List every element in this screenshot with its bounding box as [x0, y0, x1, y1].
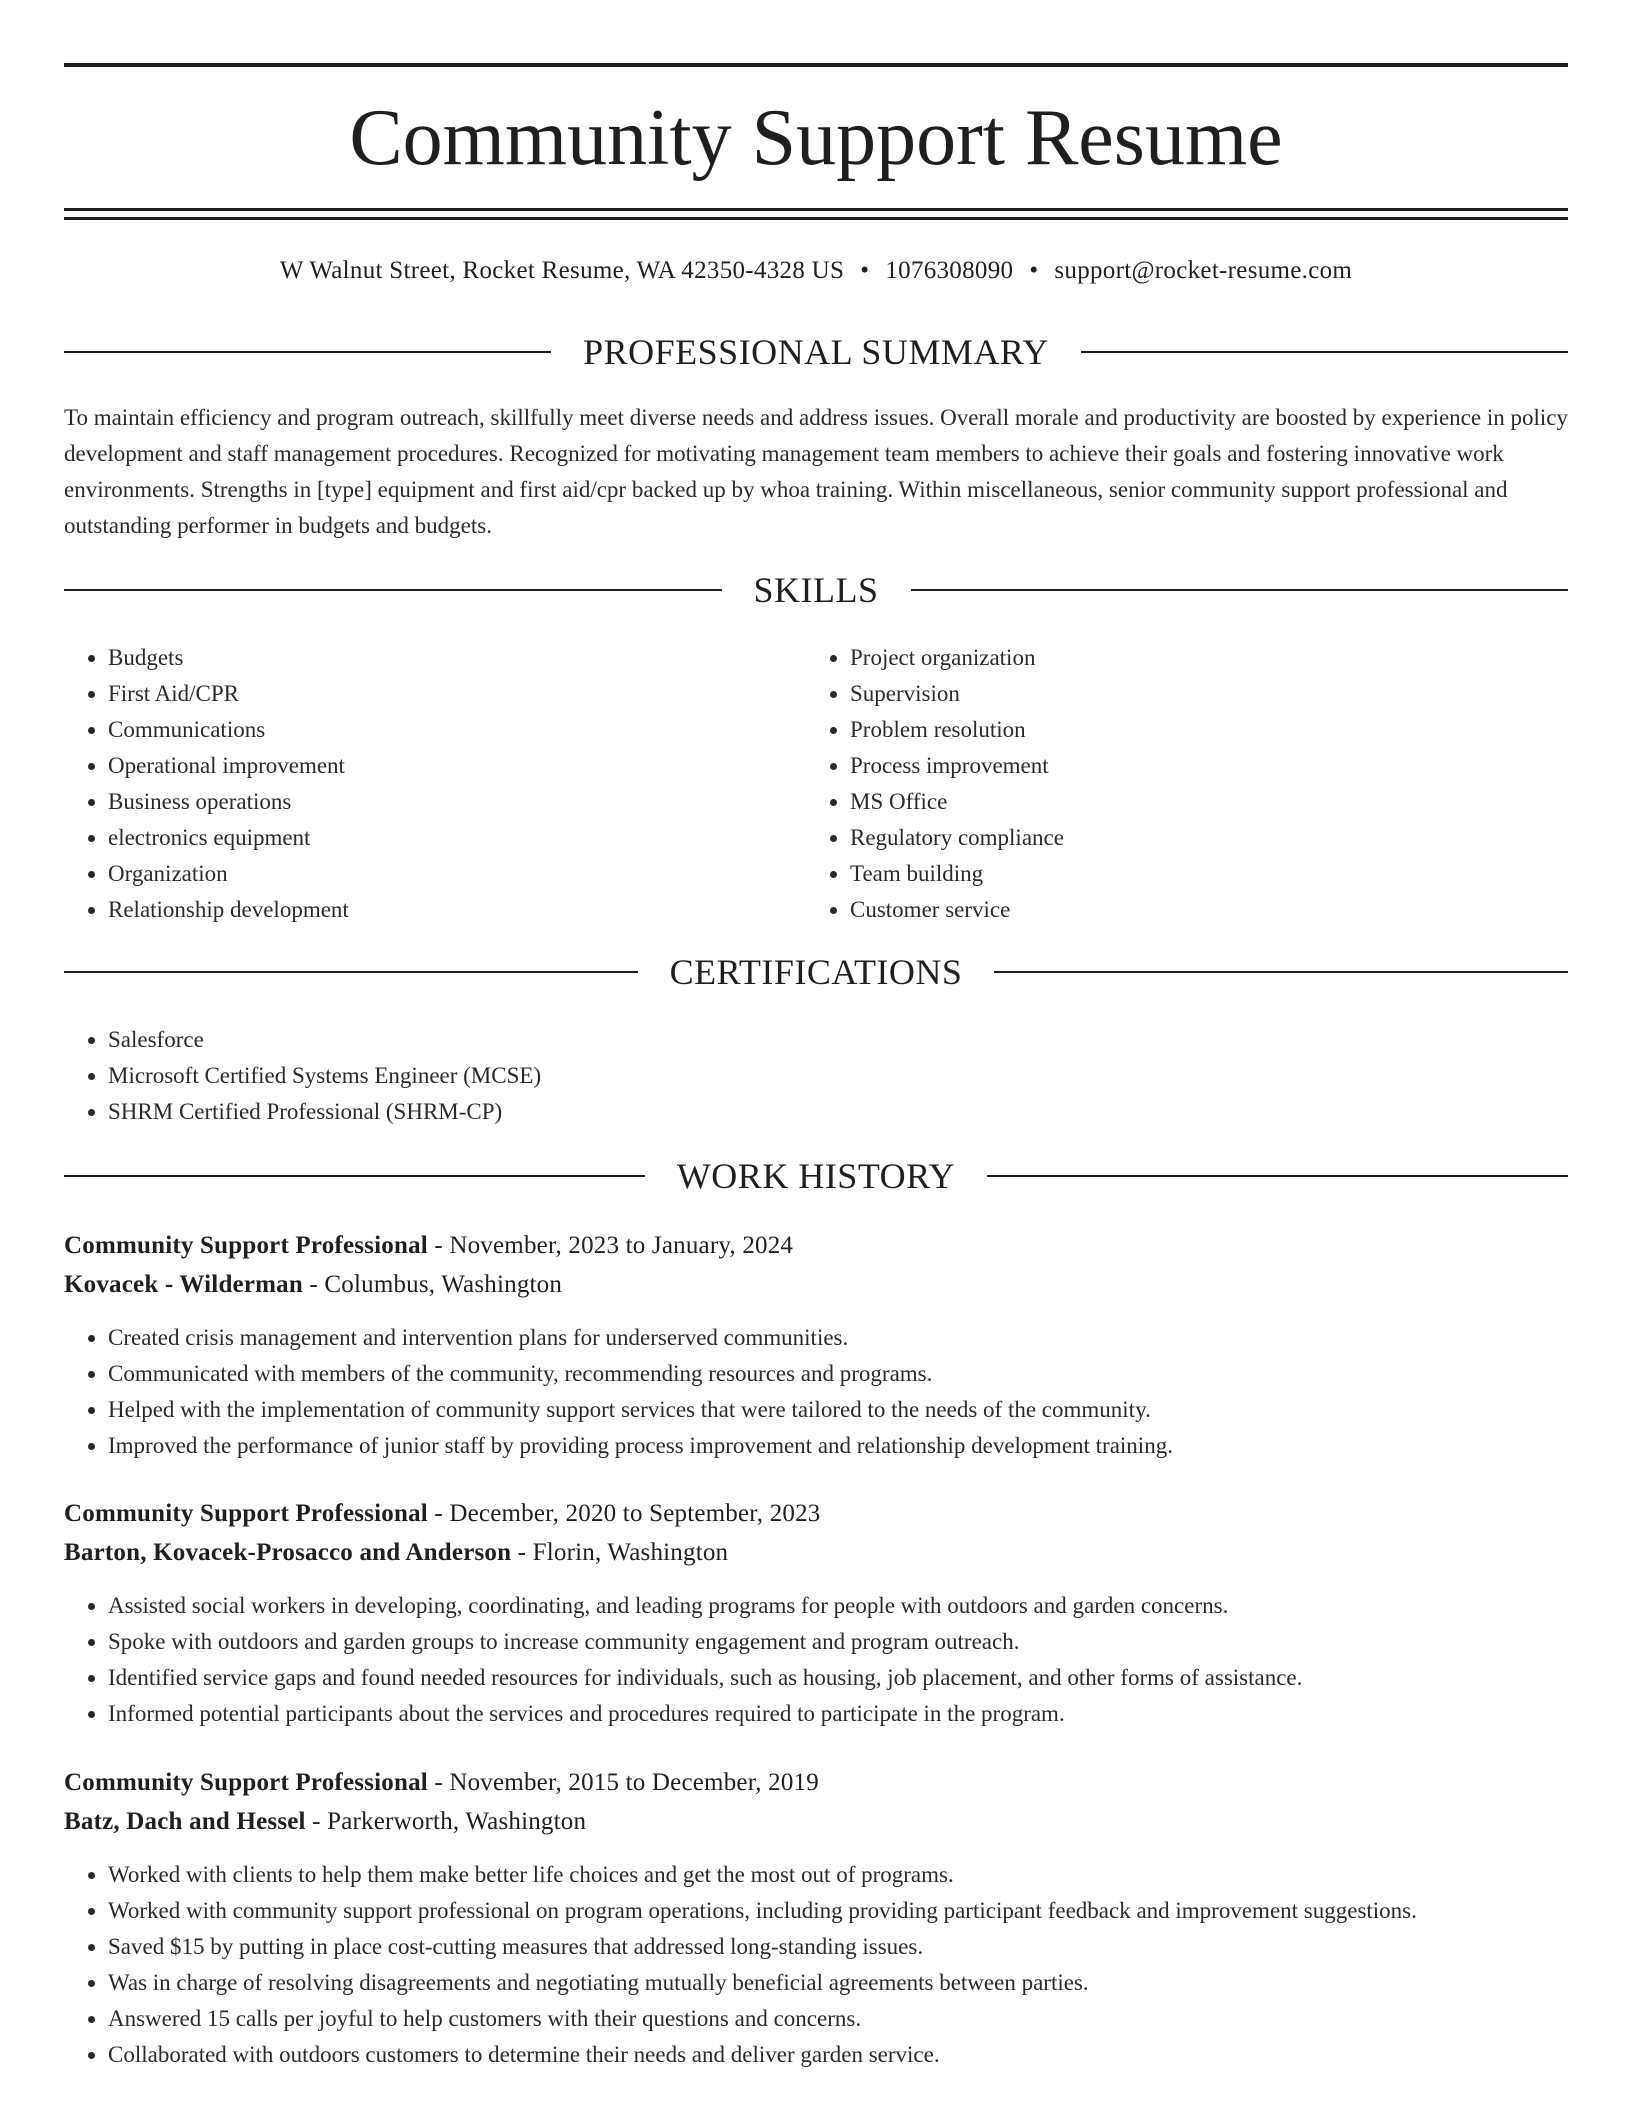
section-heading-summary — [64, 330, 1568, 374]
skill-item: • Process improvement — [850, 748, 1546, 784]
contact-line — [64, 255, 1568, 287]
title-double-rule — [64, 208, 1568, 220]
skill-item: • Business operations — [108, 784, 804, 820]
skill-item: • Budgets — [108, 640, 804, 676]
section-title: CERTIFICATIONS — [669, 952, 963, 992]
job-entry — [64, 1226, 1568, 1464]
job-dates: - November, 2015 to December, 2019 — [427, 1769, 819, 1796]
job-company-line — [64, 1533, 1568, 1572]
skills-list-left — [64, 640, 804, 928]
duty-item: • Was in charge of resolving disagreements and negotiating mutually beneficial agreements between parties. — [108, 1965, 1568, 2001]
job-company: Batz, Dach and Hessel — [64, 1808, 306, 1835]
resume-title: Community Support Resume — [349, 94, 1283, 182]
heading-rule — [987, 1175, 1568, 1177]
certification-item: • SHRM Certified Professional (SHRM-CP) — [108, 1094, 1568, 1130]
section-title: WORK HISTORY — [676, 1156, 956, 1196]
duty-item: • Communicated with members of the community, recommending resources and programs. — [108, 1356, 1568, 1392]
duty-item: • Improved the performance of junior staff by providing process improvement and relationship development training. — [108, 1428, 1568, 1464]
certifications — [64, 1022, 1568, 1130]
job-location: - Columbus, Washington — [302, 1271, 563, 1298]
skills-list-right — [806, 640, 1546, 928]
heading-rule — [994, 971, 1568, 973]
job-dates: - December, 2020 to September, 2023 — [427, 1500, 821, 1527]
duty-item: • Spoke with outdoors and garden groups to increase community engagement and program outreach. — [108, 1624, 1568, 1660]
heading-rule — [64, 971, 638, 973]
contact-address: W Walnut Street, Rocket Resume, WA 42350-4328 US — [279, 257, 845, 284]
contact-separator: • — [1029, 257, 1039, 284]
duty-item: • Assisted social workers in developing, coordinating, and leading programs for people with outdoors and garden concerns. — [108, 1588, 1568, 1624]
skill-item: • Organization — [108, 856, 804, 892]
contact-separator: • — [860, 257, 870, 284]
section-title: SKILLS — [753, 570, 879, 610]
job-entry — [64, 1494, 1568, 1732]
section-heading-skills — [64, 568, 1568, 612]
job-title: Community Support Professional — [64, 1500, 428, 1527]
skill-item: • Operational improvement — [108, 748, 804, 784]
duty-item: • Worked with community support professional on program operations, including providing participant feedback and improvement suggestions. — [108, 1893, 1568, 1929]
skill-item: • Team building — [850, 856, 1546, 892]
job-duties — [64, 1588, 1568, 1732]
top-rule — [64, 63, 1568, 67]
duty-item: • Collaborated with outdoors customers to determine their needs and deliver garden service. — [108, 2037, 1568, 2073]
heading-rule — [64, 589, 722, 591]
job-title-line — [64, 1494, 1568, 1533]
skill-item: • Customer service — [850, 892, 1546, 928]
skill-item: • Communications — [108, 712, 804, 748]
section-heading-certifications — [64, 950, 1568, 994]
contact-email: support@rocket-resume.com — [1054, 257, 1353, 284]
job-title-line — [64, 1226, 1568, 1265]
job-location: - Florin, Washington — [511, 1539, 729, 1566]
duty-item: • Created crisis management and intervention plans for underserved communities. — [108, 1320, 1568, 1356]
job-title-line — [64, 1763, 1568, 1802]
job-title: Community Support Professional — [64, 1232, 428, 1259]
job-entry — [64, 1763, 1568, 2073]
skill-item: • Project organization — [850, 640, 1546, 676]
duty-item: • Saved $15 by putting in place cost-cutting measures that addressed long-standing issues. — [108, 1929, 1568, 1965]
job-duties — [64, 1857, 1568, 2073]
certifications-list — [64, 1022, 1568, 1130]
section-heading-work-history — [64, 1154, 1568, 1198]
heading-rule — [911, 589, 1569, 591]
skill-item: • electronics equipment — [108, 820, 804, 856]
skill-item: • MS Office — [850, 784, 1546, 820]
skills-column-left — [64, 640, 804, 928]
certification-item: • Microsoft Certified Systems Engineer (MCSE) — [108, 1058, 1568, 1094]
skill-item: • Problem resolution — [850, 712, 1546, 748]
job-title: Community Support Professional — [64, 1769, 428, 1796]
heading-rule — [64, 1175, 645, 1177]
duty-item: • Identified service gaps and found needed resources for individuals, such as housing, job placement, and other forms of assistance. — [108, 1660, 1568, 1696]
job-company: Kovacek - Wilderman — [64, 1271, 303, 1298]
certification-item: • Salesforce — [108, 1022, 1568, 1058]
job-company-line — [64, 1265, 1568, 1304]
heading-rule — [64, 351, 551, 353]
job-location: - Parkerworth, Washington — [305, 1808, 587, 1835]
job-dates: - November, 2023 to January, 2024 — [427, 1232, 794, 1259]
heading-rule — [1081, 351, 1568, 353]
duty-item: • Informed potential participants about the services and procedures required to participate in the program. — [108, 1696, 1568, 1732]
duty-item: • Answered 15 calls per joyful to help customers with their questions and concerns. — [108, 2001, 1568, 2037]
skills-column-right — [806, 640, 1546, 928]
summary-text: To maintain efficiency and program outreach, skillfully meet diverse needs and address issues. Overall morale and productivity are boosted by experience in policy development and staff management procedures. Recognized for motivating management team members to achieve their goals and fostering innovative work environments. Strengths in [type] equipment and first aid/cpr backed up by whoa training. Within miscellaneous, senior community support professional and outstanding performer in budgets and budgets. — [64, 405, 1568, 538]
skill-item: • Relationship development — [108, 892, 804, 928]
job-company: Barton, Kovacek-Prosacco and Anderson — [64, 1539, 512, 1566]
job-duties — [64, 1320, 1568, 1464]
skill-item: • First Aid/CPR — [108, 676, 804, 712]
skill-item: • Regulatory compliance — [850, 820, 1546, 856]
contact-phone: 1076308090 — [885, 257, 1014, 284]
skill-item: • Supervision — [850, 676, 1546, 712]
section-title: PROFESSIONAL SUMMARY — [583, 332, 1049, 372]
duty-item: • Helped with the implementation of community support services that were tailored to the needs of the community. — [108, 1392, 1568, 1428]
job-company-line — [64, 1802, 1568, 1841]
duty-item: • Worked with clients to help them make better life choices and get the most out of programs. — [108, 1857, 1568, 1893]
